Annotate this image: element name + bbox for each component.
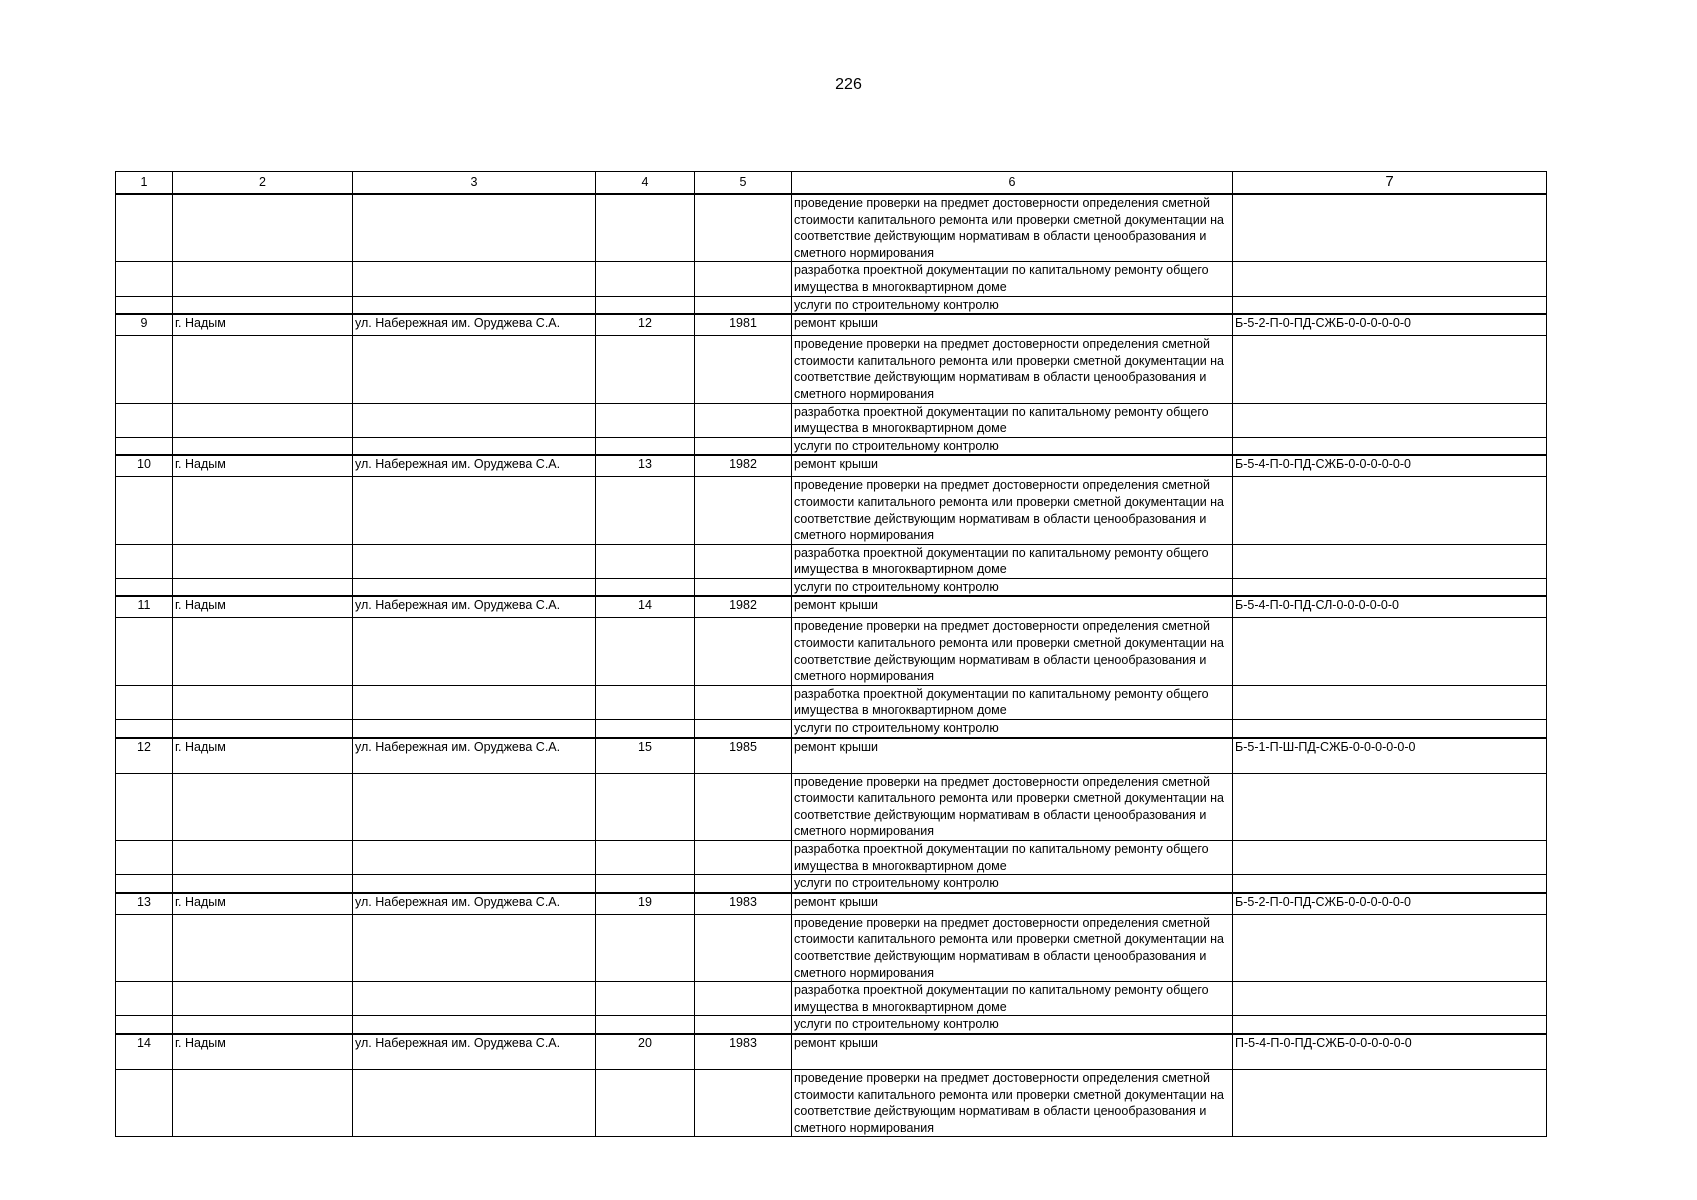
column-header: 2: [173, 172, 353, 195]
repair-schedule-table: [115, 171, 1547, 1137]
house-cell: 15: [596, 738, 695, 774]
street-cell: ул. Набережная им. Оруджева С.А.: [353, 738, 596, 774]
year-cell: 1985: [695, 738, 792, 774]
work-cell: ремонт крыши: [792, 1034, 1233, 1070]
work-cell: разработка проектной документации по капитальному ремонту общего имущества в многоквартирном доме: [792, 544, 1233, 578]
table-row: [116, 262, 1547, 296]
work-cell: услуги по строительному контролю: [792, 437, 1233, 455]
row-number: 13: [116, 893, 173, 915]
column-number-row: [116, 172, 1547, 195]
table-row: [116, 738, 1547, 774]
work-cell: ремонт крыши: [792, 596, 1233, 618]
code-cell: Б-5-4-П-0-ПД-СЛ-0-0-0-0-0-0: [1233, 596, 1547, 618]
code-cell: П-5-4-П-0-ПД-СЖБ-0-0-0-0-0-0: [1233, 1034, 1547, 1070]
table-row: [116, 296, 1547, 314]
street-cell: ул. Набережная им. Оруджева С.А.: [353, 893, 596, 915]
work-cell: услуги по строительному контролю: [792, 296, 1233, 314]
house-cell: 13: [596, 455, 695, 477]
work-cell: ремонт крыши: [792, 738, 1233, 774]
house-cell: 12: [596, 314, 695, 336]
table-row: [116, 685, 1547, 719]
column-header: 4: [596, 172, 695, 195]
street-cell: ул. Набережная им. Оруджева С.А.: [353, 455, 596, 477]
table-row: [116, 437, 1547, 455]
work-cell: проведение проверки на предмет достоверности определения сметной стоимости капитального ремонта или проверки сметной документации на соответствие действующим нормативам в области ценообразования и сметного нормирования: [792, 336, 1233, 403]
work-cell: проведение проверки на предмет достоверности определения сметной стоимости капитального ремонта или проверки сметной документации на соответствие действующим нормативам в области ценообразования и сметного нормирования: [792, 618, 1233, 685]
row-number: 11: [116, 596, 173, 618]
table-row: [116, 914, 1547, 981]
house-cell: 20: [596, 1034, 695, 1070]
city-cell: г. Надым: [173, 455, 353, 477]
table-row: [116, 841, 1547, 875]
table-row: [116, 403, 1547, 437]
work-cell: ремонт крыши: [792, 314, 1233, 336]
code-cell: Б-5-2-П-0-ПД-СЖБ-0-0-0-0-0-0: [1233, 314, 1547, 336]
work-cell: услуги по строительному контролю: [792, 578, 1233, 596]
table-row: [116, 314, 1547, 336]
year-cell: 1982: [695, 455, 792, 477]
work-cell: разработка проектной документации по капитальному ремонту общего имущества в многоквартирном доме: [792, 262, 1233, 296]
table-row: [116, 544, 1547, 578]
table-row: [116, 1034, 1547, 1070]
table-row: [116, 578, 1547, 596]
city-cell: г. Надым: [173, 893, 353, 915]
table-row: [116, 336, 1547, 403]
work-cell: проведение проверки на предмет достоверности определения сметной стоимости капитального ремонта или проверки сметной документации на соответствие действующим нормативам в области ценообразования и сметного нормирования: [792, 194, 1233, 262]
column-header: 7: [1233, 172, 1547, 195]
work-cell: разработка проектной документации по капитальному ремонту общего имущества в многоквартирном доме: [792, 685, 1233, 719]
table-row: [116, 875, 1547, 893]
work-cell: разработка проектной документации по капитальному ремонту общего имущества в многоквартирном доме: [792, 841, 1233, 875]
column-header: 3: [353, 172, 596, 195]
table-row: [116, 1069, 1547, 1136]
page-number: 226: [835, 76, 862, 93]
code-cell: Б-5-2-П-0-ПД-СЖБ-0-0-0-0-0-0: [1233, 893, 1547, 915]
table-row: [116, 618, 1547, 685]
city-cell: г. Надым: [173, 314, 353, 336]
row-number: 12: [116, 738, 173, 774]
work-cell: проведение проверки на предмет достоверности определения сметной стоимости капитального ремонта или проверки сметной документации на соответствие действующим нормативам в области ценообразования и сметного нормирования: [792, 477, 1233, 544]
code-cell: Б-5-1-П-Ш-ПД-СЖБ-0-0-0-0-0-0: [1233, 738, 1547, 774]
table-row: [116, 455, 1547, 477]
work-cell: проведение проверки на предмет достоверности определения сметной стоимости капитального ремонта или проверки сметной документации на соответствие действующим нормативам в области ценообразования и сметного нормирования: [792, 1069, 1233, 1136]
city-cell: г. Надым: [173, 738, 353, 774]
year-cell: 1983: [695, 1034, 792, 1070]
street-cell: ул. Набережная им. Оруджева С.А.: [353, 1034, 596, 1070]
work-cell: услуги по строительному контролю: [792, 875, 1233, 893]
year-cell: 1982: [695, 596, 792, 618]
column-header: 1: [116, 172, 173, 195]
work-cell: услуги по строительному контролю: [792, 1016, 1233, 1034]
work-cell: услуги по строительному контролю: [792, 720, 1233, 738]
row-number: 14: [116, 1034, 173, 1070]
table-row: [116, 194, 1547, 262]
table-row: [116, 1016, 1547, 1034]
column-header: 6: [792, 172, 1233, 195]
row-number: 10: [116, 455, 173, 477]
table-row: [116, 720, 1547, 738]
work-cell: проведение проверки на предмет достоверности определения сметной стоимости капитального ремонта или проверки сметной документации на соответствие действующим нормативам в области ценообразования и сметного нормирования: [792, 914, 1233, 981]
code-cell: Б-5-4-П-0-ПД-СЖБ-0-0-0-0-0-0: [1233, 455, 1547, 477]
year-cell: 1983: [695, 893, 792, 915]
table-row: [116, 596, 1547, 618]
street-cell: ул. Набережная им. Оруджева С.А.: [353, 596, 596, 618]
table-row: [116, 893, 1547, 915]
year-cell: 1981: [695, 314, 792, 336]
table-row: [116, 477, 1547, 544]
house-cell: 14: [596, 596, 695, 618]
work-cell: разработка проектной документации по капитальному ремонту общего имущества в многоквартирном доме: [792, 982, 1233, 1016]
column-header: 5: [695, 172, 792, 195]
row-number: 9: [116, 314, 173, 336]
work-cell: ремонт крыши: [792, 455, 1233, 477]
table-row: [116, 773, 1547, 840]
work-cell: проведение проверки на предмет достоверности определения сметной стоимости капитального ремонта или проверки сметной документации на соответствие действующим нормативам в области ценообразования и сметного нормирования: [792, 773, 1233, 840]
table-row: [116, 982, 1547, 1016]
work-cell: разработка проектной документации по капитальному ремонту общего имущества в многоквартирном доме: [792, 403, 1233, 437]
city-cell: г. Надым: [173, 596, 353, 618]
house-cell: 19: [596, 893, 695, 915]
work-cell: ремонт крыши: [792, 893, 1233, 915]
city-cell: г. Надым: [173, 1034, 353, 1070]
street-cell: ул. Набережная им. Оруджева С.А.: [353, 314, 596, 336]
